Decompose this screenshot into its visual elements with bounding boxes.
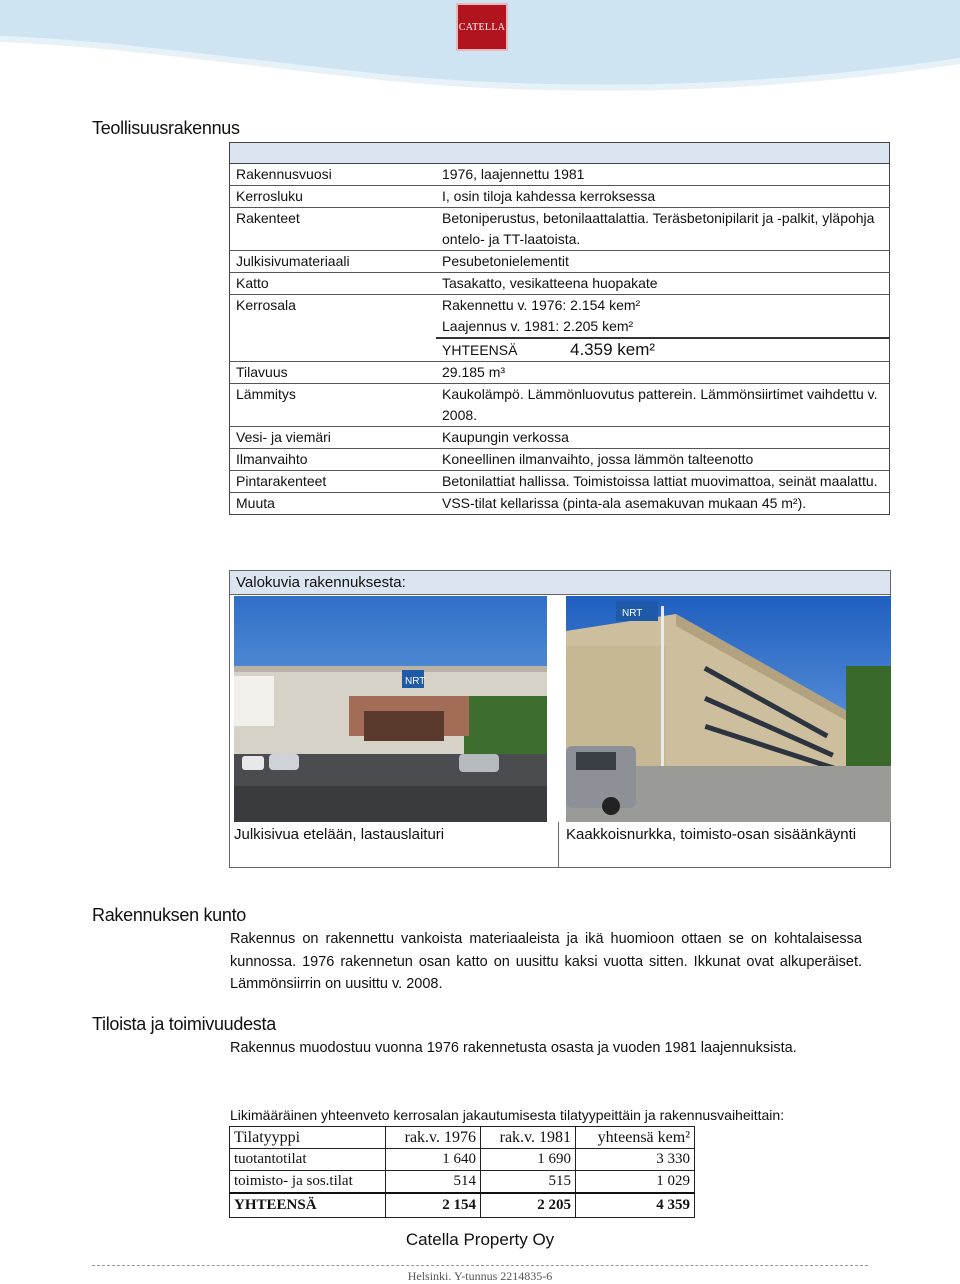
photo-sign-text-1: NRT — [405, 676, 426, 687]
info-label: Julkisivumateriaali — [230, 251, 437, 273]
summary-table — [229, 1126, 695, 1218]
info-value: 29.185 m³ — [436, 362, 890, 384]
summary-cell: 1 640 — [386, 1149, 481, 1171]
info-label: Tilavuus — [230, 362, 437, 384]
summary-cell: 3 330 — [576, 1149, 695, 1171]
page-title: Teollisuusrakennus — [92, 118, 240, 138]
summary-header-cell: Tilatyyppi — [230, 1127, 386, 1149]
photo-southeast-corner — [566, 596, 891, 822]
info-value: Tasakatto, vesikatteena huopakate — [436, 273, 890, 295]
summary-intro: Likimääräinen yhteenveto kerrosalan jakautumisesta tilatyypeittäin ja rakennusvaiheittain: — [230, 1107, 785, 1123]
info-value: 1976, laajennettu 1981 — [442, 166, 585, 182]
section-title-spaces: Tiloista ja toimivuudesta — [92, 1014, 276, 1034]
info-row — [230, 384, 890, 427]
info-row — [230, 186, 890, 208]
summary-row — [230, 1149, 695, 1171]
photo-caption-right: Kaakkoisnurkka, toimisto-osan sisäänkäynti — [566, 826, 857, 843]
info-label: Vesi- ja viemäri — [230, 427, 437, 449]
summary-cell: 514 — [386, 1171, 481, 1194]
photos-title: Valokuvia rakennuksesta: — [230, 571, 890, 595]
info-value: Betoniperustus, betonilaattalattia. Teräsbetonipilarit ja -palkit, yläpohja ontelo- ja TT-laatoista. — [436, 208, 890, 251]
summary-cell: 2 154 — [386, 1193, 481, 1218]
info-row — [230, 316, 890, 338]
footer-sub: Helsinki. Y-tunnus 2214835-6 — [407, 1269, 553, 1283]
info-label — [230, 338, 437, 362]
summary-header-cell: rak.v. 1976 — [386, 1127, 481, 1149]
summary-row — [230, 1171, 695, 1194]
summary-cell: 515 — [481, 1171, 576, 1194]
photo-caption-left: Julkisivua etelään, lastauslaituri — [234, 826, 445, 843]
info-value-label: YHTEENSÄ — [442, 342, 518, 358]
info-row — [230, 251, 890, 273]
info-row — [230, 362, 890, 384]
info-label: Ilmanvaihto — [230, 449, 437, 471]
footer-company: Catella Property Oy — [405, 1230, 555, 1249]
logo-text: CATELLA — [458, 21, 506, 33]
summary-cell: 1 029 — [576, 1171, 695, 1194]
info-label: Rakennusvuosi — [236, 166, 332, 182]
info-value-total: 4.359 kem² — [570, 340, 656, 359]
info-label: Pintarakenteet — [230, 471, 437, 493]
info-value: Kaupungin verkossa — [436, 427, 890, 449]
info-label: Kerrosala — [230, 295, 437, 317]
info-value: Laajennus v. 1981: 2.205 kem² — [442, 318, 634, 334]
info-label: Kerrosluku — [230, 186, 437, 208]
summary-cell: 2 205 — [481, 1193, 576, 1218]
info-row — [230, 449, 890, 471]
summary-cell: 4 359 — [576, 1193, 695, 1218]
section-title-condition: Rakennuksen kunto — [92, 905, 247, 925]
info-row — [230, 273, 890, 295]
summary-cell: YHTEENSÄ — [230, 1193, 386, 1218]
catella-logo — [456, 3, 508, 51]
section-body-condition: Rakennus on rakennettu vankoista materiaaleista ja ikä huomioon ottaen se on kohtalaisessa kunnossa. 1976 rakennetun osan katto on uusittu kaksi vuotta sitten. Ikkunat ovat alkuperäiset. Lämmönsiirrin on uusittu v. 2008. — [230, 931, 862, 992]
info-value: I, osin tiloja kahdessa kerroksessa — [436, 186, 890, 208]
info-value — [436, 338, 890, 362]
info-label: Lämmitys — [230, 384, 437, 427]
summary-cell: tuotantotilat — [230, 1149, 386, 1171]
info-row — [230, 338, 890, 362]
info-label: Muuta — [230, 493, 437, 515]
info-row — [230, 208, 890, 251]
section-body-spaces: Rakennus muodostuu vuonna 1976 rakennetusta osasta ja vuoden 1981 laajennuksista. — [230, 1040, 797, 1056]
summary-header-row — [230, 1127, 695, 1149]
info-value: Koneellinen ilmanvaihto, jossa lämmön talteenotto — [436, 449, 890, 471]
info-label: Katto — [230, 273, 437, 295]
info-value: Rakennettu v. 1976: 2.154 kem² — [436, 295, 890, 317]
info-label — [230, 316, 437, 338]
summary-cell: toimisto- ja sos.tilat — [230, 1171, 386, 1194]
info-value: Pesubetonielementit — [436, 251, 890, 273]
caption-divider — [558, 822, 559, 868]
info-row — [230, 295, 890, 317]
footer-rule — [92, 1265, 868, 1266]
summary-header-cell: yhteensä kem² — [576, 1127, 695, 1149]
info-label: Rakenteet — [230, 208, 437, 251]
info-value: Betonilattiat hallissa. Toimistoissa lattiat muovimattoa, seinät maalattu. — [436, 471, 890, 493]
info-row — [230, 471, 890, 493]
info-value: VSS-tilat kellarissa (pinta-ala asemakuvan mukaan 45 m²). — [436, 493, 890, 515]
info-row — [230, 493, 890, 515]
photo-sign-text-2: NRT — [622, 608, 643, 619]
info-row — [230, 164, 890, 186]
info-value: Kaukolämpö. Lämmönluovutus patterein. Lämmönsiirtimet vaihdettu v. 2008. — [436, 384, 890, 427]
building-info-table — [229, 142, 890, 515]
info-row — [230, 427, 890, 449]
photo-south-facade — [234, 596, 547, 822]
summary-total-row — [230, 1193, 695, 1218]
summary-cell: 1 690 — [481, 1149, 576, 1171]
summary-header-cell: rak.v. 1981 — [481, 1127, 576, 1149]
table-header-bar — [230, 143, 890, 164]
